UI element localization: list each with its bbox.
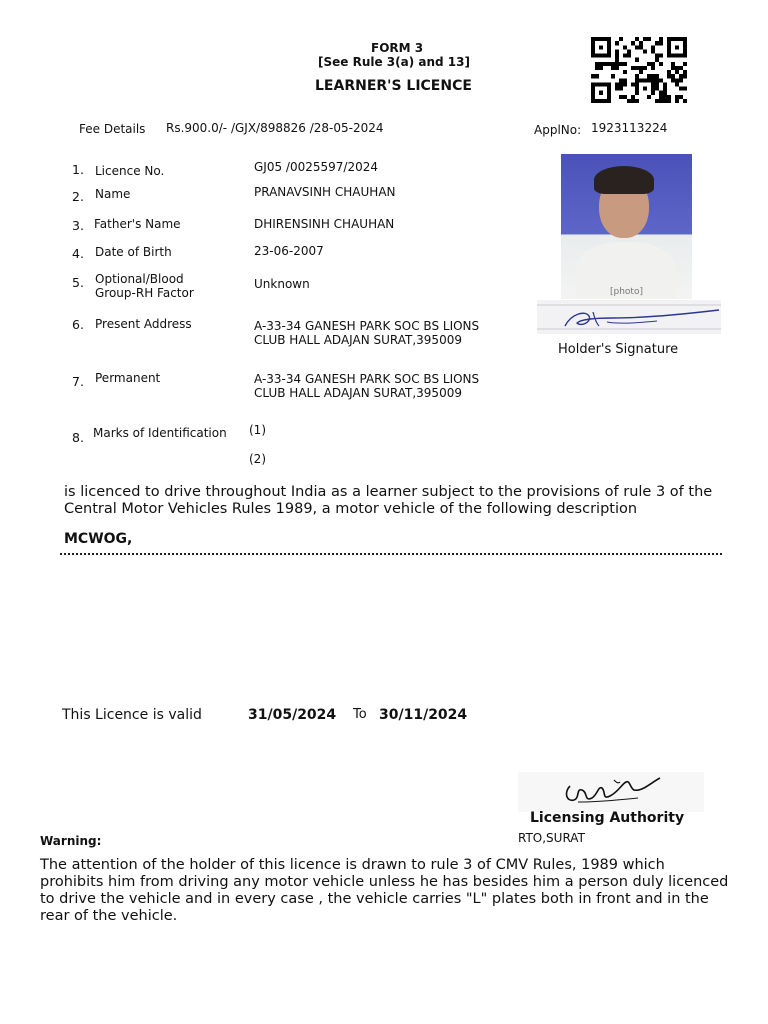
licensing-authority-label: Licensing Authority bbox=[530, 810, 685, 826]
photo-placeholder-label: [photo] bbox=[610, 287, 643, 297]
appl-no-label: ApplNo: bbox=[534, 123, 582, 137]
appl-no-value: 1923113224 bbox=[591, 121, 668, 135]
father-name-value: DHIRENSINH CHAUHAN bbox=[254, 217, 395, 231]
field-number: 7. bbox=[72, 374, 84, 389]
permanent-address-line2: CLUB HALL ADAJAN SURAT,395009 bbox=[254, 386, 462, 400]
present-address-line1: A-33-34 GANESH PARK SOC BS LIONS bbox=[254, 319, 480, 333]
field-number: 1. bbox=[72, 162, 84, 177]
fee-details-label: Fee Details bbox=[79, 122, 146, 136]
field-number: 3. bbox=[72, 218, 84, 233]
father-name-label: Father's Name bbox=[94, 217, 181, 231]
fee-details-value: Rs.900.0/- /GJX/898826 /28-05-2024 bbox=[166, 121, 384, 135]
document-title: LEARNER'S LICENCE bbox=[315, 78, 472, 94]
photo-hair bbox=[594, 166, 654, 194]
vehicle-class: MCWOG, bbox=[64, 531, 133, 547]
licence-no-label: Licence No. bbox=[95, 164, 165, 178]
authority-signature-icon bbox=[518, 772, 704, 812]
name-value: PRANAVSINH CHAUHAN bbox=[254, 185, 396, 199]
field-number: 2. bbox=[72, 189, 84, 204]
present-address-label: Present Address bbox=[95, 317, 192, 331]
authority-signature-image bbox=[518, 772, 704, 812]
holder-signature-image bbox=[537, 300, 721, 334]
authority-office: RTO,SURAT bbox=[518, 831, 585, 845]
blood-group-label-line1: Optional/Blood bbox=[95, 272, 184, 286]
holder-photo bbox=[561, 154, 692, 299]
licence-statement: is licenced to drive throughout India as a learner subject to the provisions of rule 3 of the Central Motor Vehicles Rules 1989, a motor vehicle of the following description bbox=[64, 484, 713, 517]
licence-no-value: GJ05 /0025597/2024 bbox=[254, 160, 378, 174]
permanent-address-line1: A-33-34 GANESH PARK SOC BS LIONS bbox=[254, 372, 480, 386]
identification-mark-2: (2) bbox=[249, 452, 266, 466]
blood-group-label-line2: Group-RH Factor bbox=[95, 286, 194, 300]
qr-code-icon bbox=[591, 37, 687, 103]
field-number: 4. bbox=[72, 246, 84, 261]
form-number: FORM 3 bbox=[371, 41, 424, 55]
valid-from-date: 31/05/2024 bbox=[248, 707, 337, 723]
identification-mark-1: (1) bbox=[249, 423, 266, 437]
dotted-divider bbox=[60, 553, 722, 555]
dob-value: 23-06-2007 bbox=[254, 244, 324, 258]
warning-text: The attention of the holder of this licence is drawn to rule 3 of CMV Rules, 1989 which prohibits him from driving any motor vehicle unless he has besides him a person duly licenced to drive the vehicle and in every case , the vehicle carries "L" plates both in front and in the rear of the vehicle. bbox=[40, 857, 729, 924]
validity-to-label: To bbox=[353, 707, 367, 722]
dob-label: Date of Birth bbox=[95, 245, 172, 259]
warning-label: Warning: bbox=[40, 834, 102, 848]
form-rule: [See Rule 3(a) and 13] bbox=[318, 55, 470, 69]
permanent-address-label: Permanent bbox=[95, 371, 161, 385]
field-number: 5. bbox=[72, 275, 84, 290]
field-number: 8. bbox=[72, 430, 84, 445]
holder-signature-icon bbox=[537, 300, 721, 334]
present-address-line2: CLUB HALL ADAJAN SURAT,395009 bbox=[254, 333, 462, 347]
blood-group-value: Unknown bbox=[254, 277, 310, 291]
valid-to-date: 30/11/2024 bbox=[379, 707, 468, 723]
holder-signature-label: Holder's Signature bbox=[558, 342, 679, 357]
validity-label: This Licence is valid bbox=[62, 707, 202, 723]
field-number: 6. bbox=[72, 317, 84, 332]
name-label: Name bbox=[95, 187, 131, 201]
marks-identification-label: Marks of Identification bbox=[93, 426, 227, 440]
